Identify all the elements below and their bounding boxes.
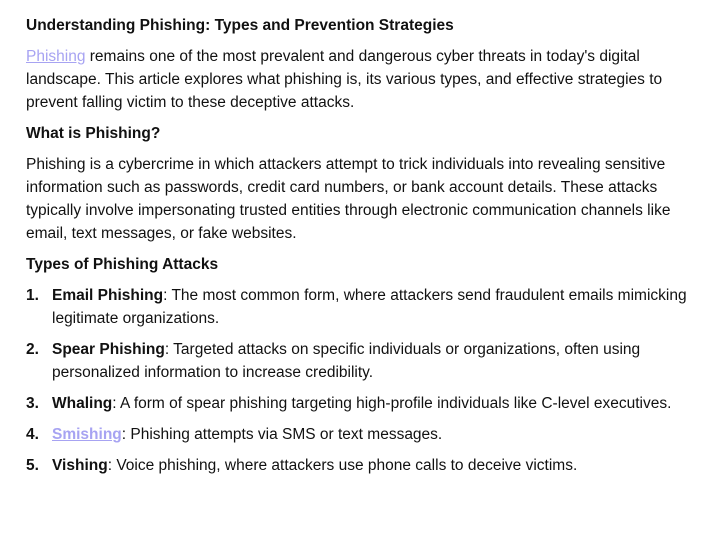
article-title: Understanding Phishing: Types and Prevention Strategies	[26, 17, 454, 34]
desc-email-phishing: : The most common form, where attackers send fraudulent emails mimicking legitimate organizations.	[52, 287, 687, 327]
what-is-heading: What is Phishing?	[26, 125, 161, 142]
list-item-vishing	[26, 454, 698, 477]
term-vishing: Vishing	[52, 457, 108, 474]
list-item-spear-phishing	[26, 338, 698, 384]
list-item-whaling	[26, 392, 698, 415]
phishing-link[interactable]: Phishing	[26, 48, 86, 65]
intro-paragraph	[26, 45, 698, 114]
list-item-email-phishing	[26, 284, 698, 330]
smishing-link[interactable]: Smishing	[52, 426, 122, 443]
desc-smishing: : Phishing attempts via SMS or text messages.	[121, 426, 443, 443]
list-number: 2.	[26, 341, 39, 358]
desc-spear-phishing: : Targeted attacks on specific individuals or organizations, often using personalized information to increase credibility.	[52, 341, 641, 381]
list-number: 4.	[26, 426, 39, 443]
desc-vishing: : Voice phishing, where attackers use phone calls to deceive victims.	[107, 457, 578, 474]
term-email-phishing: Email Phishing	[52, 287, 164, 304]
list-number: 3.	[26, 395, 39, 412]
what-is-paragraph: Phishing is a cybercrime in which attackers attempt to trick individuals into revealing sensitive information such as passwords, credit card numbers, or bank account details. These attacks typically involve impersonating trusted entities through electronic communication channels like email, text messages, or fake websites.	[26, 156, 671, 242]
list-item-smishing	[26, 423, 698, 446]
term-spear-phishing: Spear Phishing	[52, 341, 165, 358]
list-number: 1.	[26, 287, 39, 304]
term-whaling: Whaling	[52, 395, 113, 412]
list-number: 5.	[26, 457, 39, 474]
intro-text: remains one of the most prevalent and dangerous cyber threats in today's digital landscape. This article explores what phishing is, its various types, and effective strategies to prevent falling victim to these deceptive attacks.	[26, 48, 663, 111]
types-list	[26, 284, 698, 477]
desc-whaling: : A form of spear phishing targeting high-profile individuals like C-level executives.	[112, 395, 672, 412]
types-heading: Types of Phishing Attacks	[26, 256, 219, 273]
